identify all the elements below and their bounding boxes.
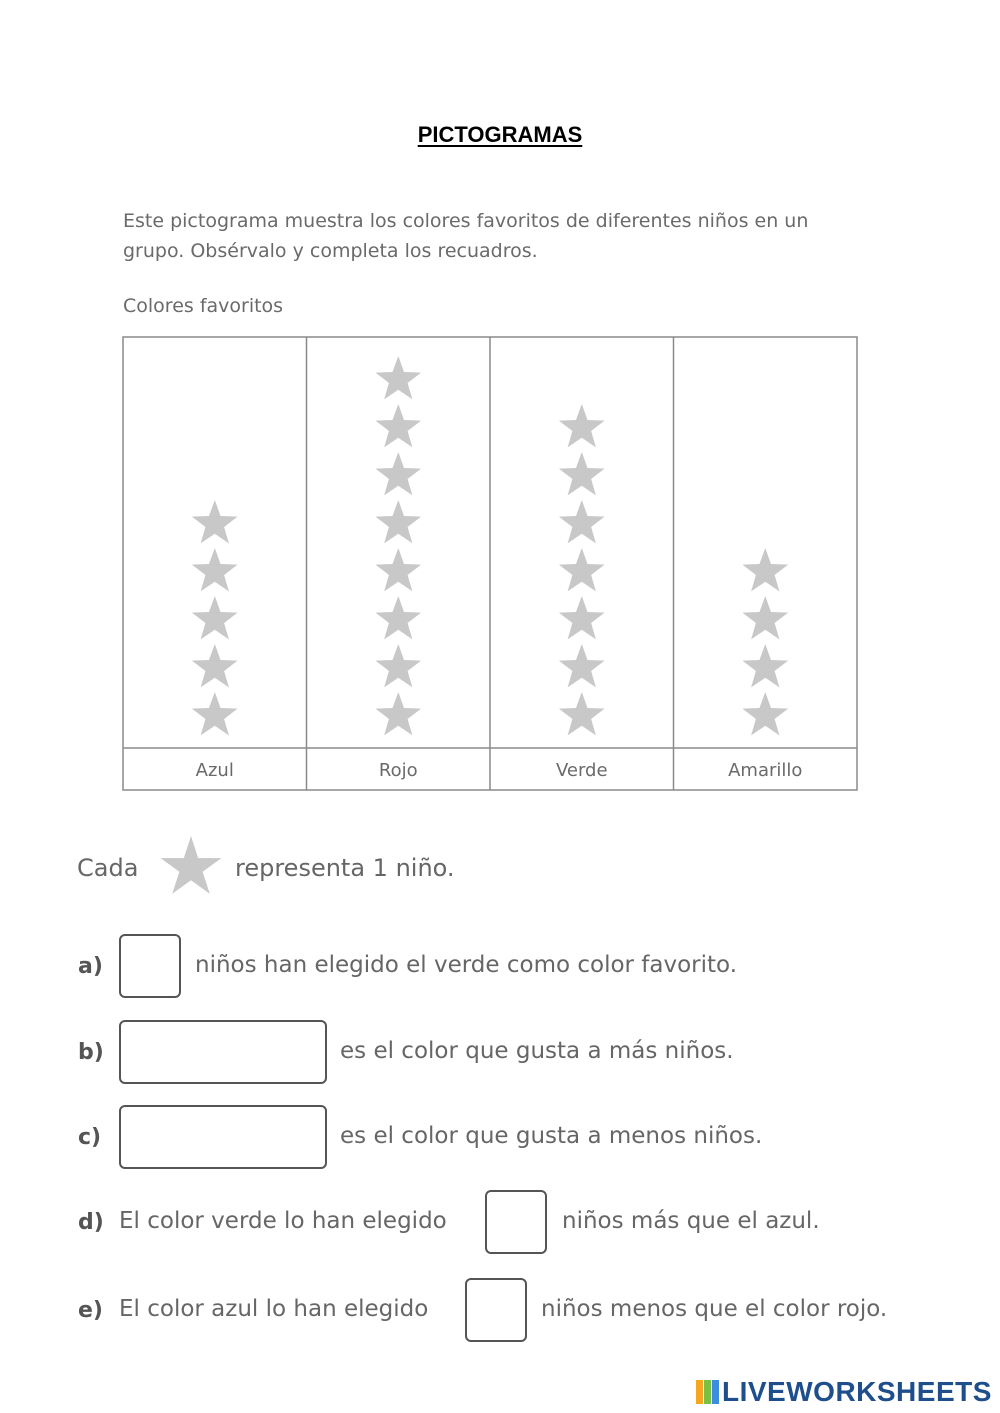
legend-prefix: Cada [77, 854, 139, 882]
intro-text: Este pictograma muestra los colores favoritos de diferentes niños en un grupo. Obsérvalo y completa los recuadros. [123, 210, 809, 262]
category-label: Rojo [378, 760, 418, 781]
star-mark-verde [559, 452, 605, 495]
question-letter: d) [78, 1210, 104, 1235]
question-text-before: El color azul lo han elegido [119, 1296, 429, 1322]
star-mark-amarillo [742, 692, 788, 735]
category-label: Amarillo [728, 760, 803, 781]
question-c [78, 1105, 958, 1169]
answer-box-d[interactable] [485, 1190, 547, 1254]
star-mark-verde [559, 692, 605, 735]
star-mark-azul [192, 500, 238, 543]
question-e [78, 1278, 958, 1342]
category-label: Azul [195, 760, 234, 781]
legend-suffix: representa 1 niño. [235, 854, 455, 882]
question-text-before: El color verde lo han elegido [119, 1208, 447, 1234]
answer-box-a[interactable] [119, 934, 181, 998]
brand-logo[interactable] [696, 1376, 996, 1410]
star-mark-azul [192, 644, 238, 687]
star-mark-amarillo [742, 596, 788, 639]
question-text: niños menos que el color rojo. [541, 1296, 888, 1322]
star-mark-amarillo [742, 548, 788, 591]
star-mark-rojo [375, 644, 421, 687]
star-mark-verde [559, 404, 605, 447]
chart-title: Colores favoritos [123, 295, 284, 317]
question-text: niños han elegido el verde como color favorito. [195, 952, 738, 978]
star-mark-rojo [375, 692, 421, 735]
star-mark-amarillo [742, 644, 788, 687]
star-mark-rojo [375, 548, 421, 591]
star-mark-verde [559, 548, 605, 591]
star-mark-rojo [375, 356, 421, 399]
answer-box-b[interactable] [119, 1020, 327, 1084]
question-d [78, 1190, 958, 1254]
star-mark-verde [559, 596, 605, 639]
star-mark-rojo [375, 404, 421, 447]
star-mark-rojo [375, 500, 421, 543]
question-a [78, 934, 958, 998]
question-letter: b) [78, 1040, 104, 1065]
brand-mark-icon [696, 1380, 720, 1404]
question-text: es el color que gusta a más niños. [340, 1038, 734, 1064]
answer-box-c[interactable] [119, 1105, 327, 1169]
star-mark-rojo [375, 452, 421, 495]
star-mark-rojo [375, 596, 421, 639]
question-text: niños más que el azul. [562, 1208, 820, 1234]
star-mark-verde [559, 500, 605, 543]
legend [77, 836, 677, 900]
question-b [78, 1020, 958, 1084]
answer-box-e[interactable] [465, 1278, 527, 1342]
star-icon [159, 836, 223, 900]
star-mark-azul [192, 692, 238, 735]
brand-name: LIVEWORKSHEETS [722, 1376, 992, 1407]
star-mark-azul [192, 548, 238, 591]
question-letter: c) [78, 1125, 102, 1150]
star-mark-verde [559, 644, 605, 687]
star-mark-azul [192, 596, 238, 639]
question-letter: a) [78, 954, 103, 979]
question-letter: e) [78, 1298, 103, 1323]
page-title: PICTOGRAMAS [417, 122, 583, 147]
question-text: es el color que gusta a menos niños. [340, 1123, 763, 1149]
category-label: Verde [555, 760, 608, 781]
